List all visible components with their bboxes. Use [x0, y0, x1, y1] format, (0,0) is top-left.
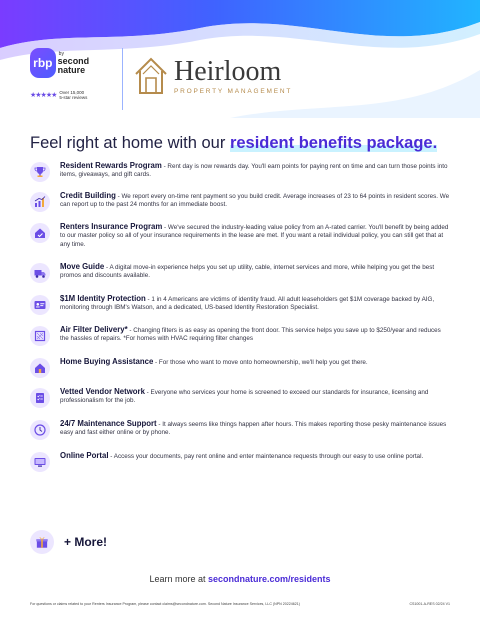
benefit-item-air-filter [30, 326, 450, 346]
air-filter-icon [30, 326, 50, 346]
benefit-description: - Everyone who services your home is screened to exceed our standards for insurance, licensing and professionalism for the job. [60, 389, 429, 405]
benefit-description: - It always seems like things happen after hours. This makes reporting those pesky maintenance issues easy and fast either online or by phone. [60, 421, 447, 437]
benefit-item-credit [30, 192, 450, 212]
benefit-item-maintenance [30, 420, 450, 440]
benefit-title: Renters Insurance Program [60, 222, 163, 231]
headline-highlight: resident benefits package. [229, 134, 438, 152]
more-benefits [30, 530, 107, 554]
page-headline [30, 134, 437, 153]
insurance-house-icon [30, 223, 50, 243]
heirloom-subtitle: PROPERTY MANAGEMENT [174, 87, 293, 95]
review-rating [30, 90, 110, 100]
benefit-title: Credit Building [60, 191, 116, 200]
logo-divider [122, 48, 123, 110]
footer [30, 602, 450, 606]
benefit-title: 24/7 Maintenance Support [60, 419, 157, 428]
footer-disclaimer: For questions or claims related to your Renters Insurance Program, please contact claims@secondnature.com. Second Nature Insurance Services, LLC (NPN 20224621) [30, 602, 300, 606]
benefit-title: Vetted Vendor Network [60, 387, 145, 396]
heirloom-house-icon [134, 56, 168, 96]
vendor-checklist-icon [30, 388, 50, 408]
heirloom-logo [134, 56, 292, 96]
benefit-title: Resident Rewards Program [60, 161, 162, 170]
benefit-title: Online Portal [60, 451, 109, 460]
benefit-description: - Rent day is now rewards day. You'll earn points for paying rent on time and can turn those points into items, giveaways, and gift cards. [60, 163, 448, 179]
benefit-item-identity [30, 295, 450, 315]
learn-more-lead: Learn more at [149, 574, 208, 584]
identity-card-icon [30, 295, 50, 315]
benefit-description: - A digital move-in experience helps you set up utility, cable, internet services and more, while helping you get the best promos and discounts available. [60, 264, 435, 280]
benefit-description: - For those who want to move onto homeownership, we'll help you get there. [153, 359, 368, 366]
benefit-item-move-guide [30, 263, 450, 283]
star-rating-icon: ★★★★★ [30, 92, 57, 100]
clock-24-icon [30, 420, 50, 440]
rbp-logo-block [30, 48, 110, 100]
benefit-item-home-buying [30, 358, 450, 378]
benefit-item-online-portal [30, 452, 450, 472]
headline-lead: Feel right at home with our [30, 134, 230, 152]
benefit-description: - 1 in 4 Americans are victims of identity fraud. All adult leaseholders get $1M coverage backed by AIG, monitoring through IBM's Watson, and a dedicated, US-based Identity Restoration Specialist. [60, 296, 435, 312]
second-nature-wordmark: second nature [57, 55, 90, 75]
trophy-icon [30, 162, 50, 182]
online-portal-icon [30, 452, 50, 472]
benefit-item-vendor [30, 388, 450, 408]
footer-code: CS1001-A-RES 02/24 V1 [409, 602, 450, 606]
benefit-description: - Changing filters is as easy as opening the front door. This service helps you save up to $250/year and reduces the hassles of repairs. *For homes with HVAC requiring filter changes [60, 327, 441, 343]
benefit-title: Move Guide [60, 262, 105, 271]
benefit-title: $1M Identity Protection [60, 294, 146, 303]
credit-chart-icon [30, 192, 50, 212]
benefit-item-rewards [30, 162, 450, 182]
home-buying-icon [30, 358, 50, 378]
benefit-description: - We report every on-time rent payment so you build credit. Average increases of 23 to 64 points in resident scores. We can report up to the past 24 months for an immediate boost. [60, 193, 450, 209]
learn-more [0, 574, 480, 584]
rbp-badge: rbp [30, 48, 56, 78]
heirloom-wordmark: Heirloom [174, 55, 282, 87]
moving-truck-icon [30, 263, 50, 283]
header-banner [0, 0, 480, 118]
reviews-count: Over 15,000 [59, 90, 85, 95]
benefit-title: Air Filter Delivery* [60, 325, 128, 334]
rbp-by-text: by [58, 50, 64, 57]
benefit-description: - We've secured the industry-leading value policy from an A-rated carrier. You'll benefit by being added to our master policy so all of your insurance requirements in the lease are met. If you want a retail individual policy, you can still get that at any time. [60, 224, 449, 248]
rbp-logo [30, 48, 110, 78]
reviews-label: 5-star reviews [59, 95, 88, 101]
benefit-title: Home Buying Assistance [60, 357, 154, 366]
benefit-item-insurance [30, 223, 450, 249]
benefit-description: - Access your documents, pay rent online and enter maintenance requests through our easy to use online portal. [108, 453, 424, 460]
learn-more-link[interactable]: secondnature.com/residents [207, 574, 331, 584]
more-label: + More! [64, 535, 108, 549]
gift-box-icon [30, 530, 54, 554]
